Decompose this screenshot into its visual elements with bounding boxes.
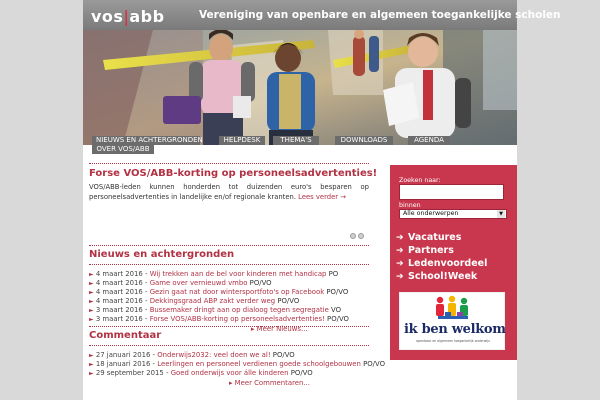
- scope-select[interactable]: [399, 209, 507, 219]
- bullet-arrow-icon: ►: [89, 289, 94, 296]
- nav-item-themas[interactable]: THEMA'S: [273, 136, 319, 145]
- news-item: [89, 306, 369, 315]
- news-item: [89, 315, 369, 324]
- logo-separator: |: [123, 7, 130, 26]
- arrow-right-icon: ➔: [396, 233, 404, 243]
- arrow-right-icon: ➔: [396, 246, 404, 256]
- scope-label: binnen: [399, 202, 421, 209]
- sidebar-link-ledenvoordeel[interactable]: [396, 257, 487, 270]
- feature-title[interactable]: Forse VOS/ABB-korting op personeelsadvertenties!: [89, 168, 378, 179]
- pager-prev-dot[interactable]: [350, 233, 356, 239]
- feature-read-more-link[interactable]: Lees verder →: [298, 193, 346, 201]
- news-link[interactable]: Bussemaker dringt aan op dialoog tegen segregatie: [149, 306, 329, 314]
- header: [83, 0, 561, 145]
- sidebar-link-schoolweek[interactable]: [396, 270, 487, 283]
- news-item: [89, 279, 369, 288]
- news-tag: PO/VO: [277, 297, 300, 305]
- bullet-arrow-icon: ►: [89, 307, 94, 314]
- comment-date: 29 september 2015 -: [95, 369, 169, 377]
- news-link[interactable]: Game over vernieuwd vmbo: [149, 279, 248, 287]
- news-link[interactable]: Wij trekken aan de bel voor kinderen met handicap: [149, 270, 327, 278]
- news-date: 3 maart 2016 -: [95, 315, 148, 323]
- divider: [89, 264, 369, 265]
- more-comments-link[interactable]: ▸ Meer Commentaren...: [229, 379, 310, 387]
- news-section: [89, 245, 369, 334]
- sidebar-link-label: Ledenvoordeel: [408, 258, 488, 269]
- arrow-right-icon: ➔: [396, 259, 404, 269]
- sidebar-link-label: Partners: [408, 245, 454, 256]
- bullet-arrow-icon: ►: [89, 271, 94, 278]
- puzzle-figures-icon: [400, 293, 506, 323]
- sidebar: [390, 165, 517, 360]
- nav-item-over-vos-abb[interactable]: OVER VOS/ABB: [92, 145, 154, 154]
- sidebar-links: [396, 231, 487, 283]
- news-link[interactable]: Gezin gaat nat door wintersportfoto's op Facebook: [149, 288, 325, 296]
- news-date: 3 maart 2016 -: [95, 306, 148, 314]
- sidebar-link-label: School!Week: [408, 271, 478, 282]
- comment-item: [89, 360, 386, 369]
- sidebar-link-vacatures[interactable]: [396, 231, 487, 244]
- feature-text: [89, 182, 369, 202]
- comment-tag: PO/VO: [290, 369, 313, 377]
- news-title: Nieuws en achtergronden: [89, 249, 235, 260]
- sidebar-link-label: Vacatures: [408, 232, 462, 243]
- comments-title: Commentaar: [89, 330, 162, 341]
- ik-ben-welkom-title: ik ben welkom: [404, 322, 506, 337]
- news-tag: PO: [328, 270, 339, 278]
- scope-select-value: Alle onderwerpen: [403, 210, 459, 217]
- main-nav: [83, 136, 517, 153]
- news-item: [89, 288, 369, 297]
- comment-item: [89, 369, 369, 378]
- search-label: Zoeken naar:: [399, 177, 441, 184]
- news-list: [89, 270, 369, 334]
- bullet-arrow-icon: ►: [89, 316, 94, 323]
- tagline: Vereniging van openbare en algemeen toegankelijke scholen: [199, 9, 561, 21]
- news-item: [89, 297, 369, 306]
- news-date: 4 maart 2016 -: [95, 279, 148, 287]
- chevron-down-icon: ▼: [497, 210, 505, 218]
- comment-tag: PO/VO: [363, 360, 386, 368]
- news-tag: PO/VO: [249, 279, 272, 287]
- comment-date: 27 januari 2016 -: [95, 351, 156, 359]
- logo-bar: [83, 0, 561, 30]
- news-date: 4 maart 2016 -: [95, 297, 148, 305]
- search-input[interactable]: [399, 184, 504, 200]
- news-tag: PO/VO: [326, 288, 349, 296]
- pager-next-dot[interactable]: [358, 233, 364, 239]
- divider: [89, 163, 369, 164]
- bullet-arrow-icon: ►: [89, 370, 94, 377]
- news-link[interactable]: Forse VOS/ABB-korting op personeelsadvertenties!: [149, 315, 325, 323]
- logo-part-right: abb: [129, 7, 165, 26]
- bullet-arrow-icon: ►: [89, 361, 94, 368]
- news-tag: VO: [331, 306, 342, 314]
- arrow-right-icon: ➔: [396, 272, 404, 282]
- bullet-arrow-icon: ►: [89, 280, 94, 287]
- divider: [89, 345, 369, 346]
- nav-item-downloads[interactable]: DOWNLOADS: [335, 136, 393, 145]
- nav-item-agenda[interactable]: AGENDA: [408, 136, 450, 145]
- bullet-arrow-icon: ►: [89, 298, 94, 305]
- news-link[interactable]: Dekkingsgraad ABP zakt verder weg: [149, 297, 276, 305]
- news-date: 4 maart 2016 -: [95, 270, 148, 278]
- comment-link[interactable]: Goed onderwijs voor álle kinderen: [170, 369, 289, 377]
- nav-item-nieuws[interactable]: NIEUWS EN ACHTERGRONDEN: [92, 136, 200, 145]
- divider: [89, 245, 369, 246]
- page: [83, 0, 561, 400]
- logo-part-left: vos: [91, 7, 124, 26]
- divider: [89, 326, 369, 327]
- comments-section: [89, 326, 386, 388]
- feature-body: VOS/ABB-leden kunnen honderden tot duizenden euro's besparen op personeelsadvertenties in landelijke en/of regionale kranten.: [89, 183, 369, 201]
- feature-pager: [348, 233, 364, 241]
- comment-link[interactable]: Onderwijs2032: veel doen we al!: [157, 351, 271, 359]
- ik-ben-welkom-banner[interactable]: [399, 292, 505, 350]
- comment-link[interactable]: Leerlingen en personeel verdienen goede schoolgebouwen: [157, 360, 361, 368]
- comment-item: [89, 351, 369, 360]
- comment-tag: PO/VO: [272, 351, 295, 359]
- news-date: 4 maart 2016 -: [95, 288, 148, 296]
- logo[interactable]: [91, 7, 165, 26]
- main-content: [89, 163, 386, 387]
- nav-item-helpdesk[interactable]: HELPDESK: [219, 136, 265, 145]
- sidebar-link-partners[interactable]: [396, 244, 487, 257]
- bullet-arrow-icon: ►: [89, 352, 94, 359]
- more-news-link[interactable]: ▸ Meer Nieuws...: [251, 325, 308, 333]
- comments-list: [89, 351, 386, 388]
- comment-date: 18 januari 2016 -: [95, 360, 156, 368]
- news-tag: PO/VO: [327, 315, 349, 323]
- ik-ben-welkom-subtitle: openbaar en algemeen toegankelijk onderwijs: [416, 339, 490, 343]
- news-item: [89, 270, 369, 279]
